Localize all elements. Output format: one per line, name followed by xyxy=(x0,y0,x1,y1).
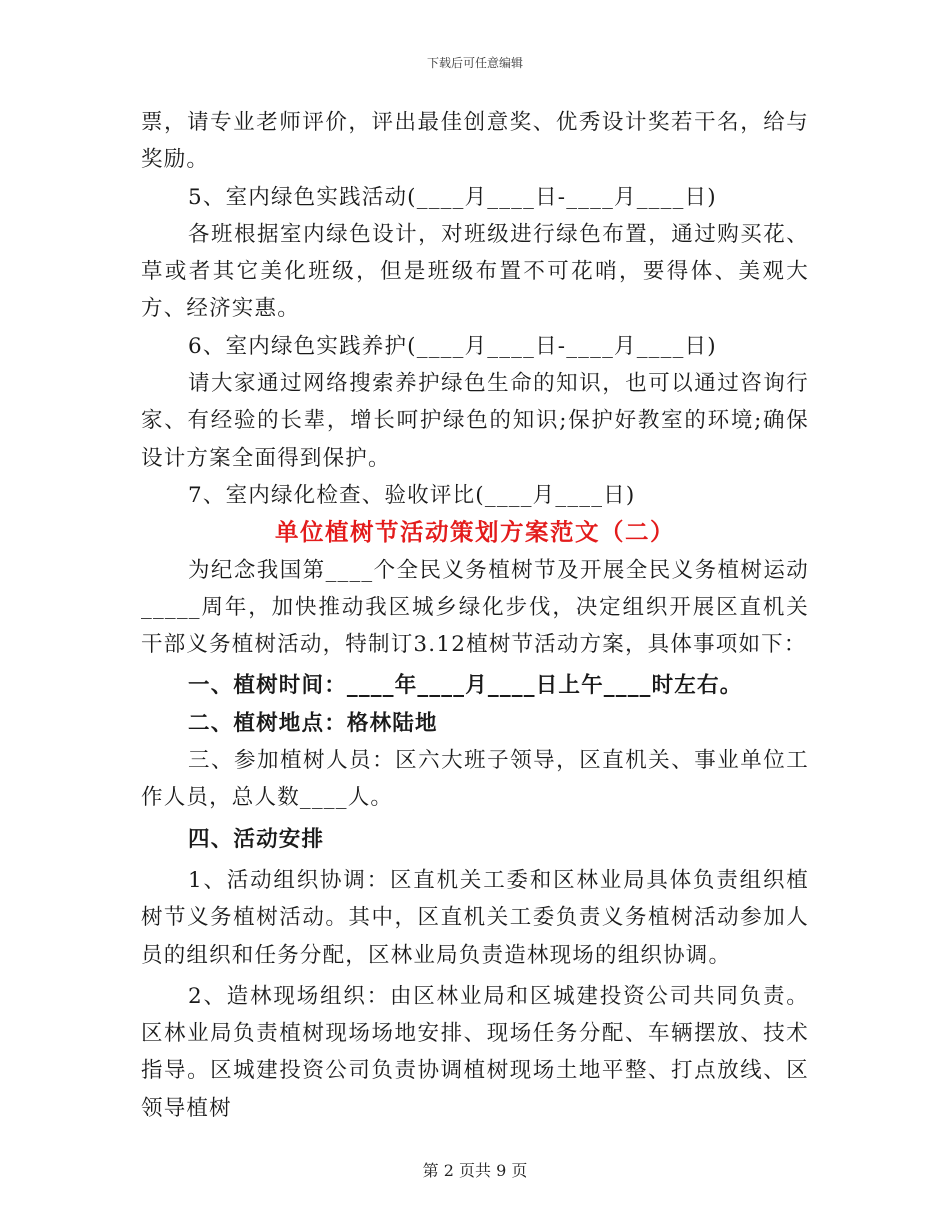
page-footer: 第 2 页共 9 页 xyxy=(422,1161,528,1180)
paragraph-coordination: 1、活动组织协调：区直机关工委和区林业局具体负责组织植树节义务植树活动。其中，区直机关工委负责义务植树活动参加人员的组织和任务分配，区林业局负责造林现场的组织协调。 xyxy=(141,867,809,968)
item-5-heading: 5、室内绿色实践活动(____月____日-____月____日) xyxy=(188,184,717,210)
paragraph-intro: 为纪念我国第____个全民义务植树节及开展全民义务植树运动_____周年，加快推动我区城乡绿化步伐，决定组织开展区直机关干部义务植树活动，特制订3.12植树节活动方案，具体事项如下： xyxy=(141,557,809,658)
section-title: 单位植树节活动策划方案范文（二） xyxy=(275,518,675,547)
document-body xyxy=(141,104,809,1127)
paragraph-participants: 三、参加植树人员：区六大班子领导，区直机关、事业单位工作人员，总人数____人。 xyxy=(141,748,809,811)
heading-arrangements: 四、活动安排 xyxy=(188,826,325,852)
heading-planting-location: 二、植树地点：格林陆地 xyxy=(188,710,438,736)
paragraph-award: 票，请专业老师评价，评出最佳创意奖、优秀设计奖若干名，给与奖励。 xyxy=(141,110,809,173)
paragraph-site-organization: 2、造林现场组织：由区林业局和区城建投资公司共同负责。区林业局负责植树现场场地安排、现场任务分配、车辆摆放、技术指导。区城建投资公司负责协调植树现场土地平整、打点放线、区领导植树 xyxy=(141,983,809,1121)
page-header: 下载后可任意编辑 xyxy=(426,56,523,70)
item-6-heading: 6、室内绿色实践养护(____月____日-____月____日) xyxy=(188,333,717,359)
heading-planting-time: 一、植树时间：____年____月____日上午____时左右。 xyxy=(188,673,743,699)
paragraph-maintenance: 请大家通过网络搜索养护绿色生命的知识，也可以通过咨询行家、有经验的长辈，增长呵护绿色的知识;保护好教室的环境;确保设计方案全面得到保护。 xyxy=(141,371,809,471)
paragraph-classroom-decoration: 各班根据室内绿色设计，对班级进行绿色布置，通过购买花、草或者其它美化班级，但是班级布置不可花哨，要得体、美观大方、经济实惠。 xyxy=(141,221,809,322)
item-7-heading: 7、室内绿化检查、验收评比(____月____日) xyxy=(188,482,636,508)
